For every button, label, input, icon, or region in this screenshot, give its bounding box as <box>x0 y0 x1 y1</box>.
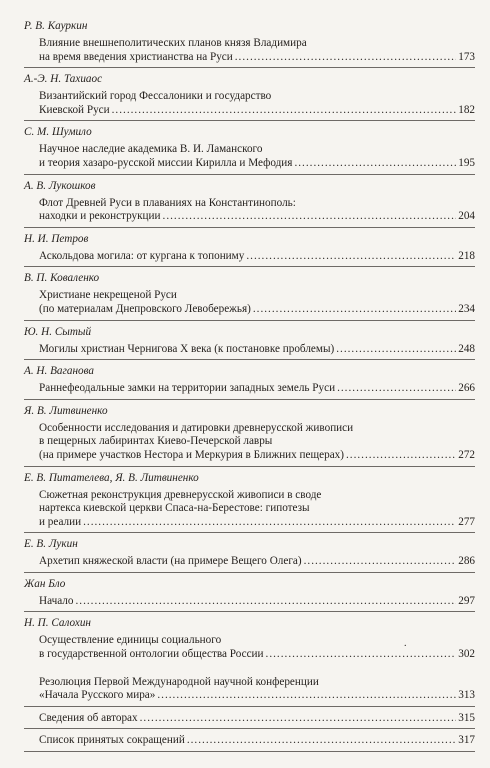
toc-entry-text <box>39 595 475 609</box>
toc-entry-author: А. В. Лукошков <box>24 179 96 192</box>
dot-leader <box>337 382 456 396</box>
toc-entry-text <box>39 343 475 357</box>
toc-entry <box>24 272 475 320</box>
toc-entry-title-line: Христиане некрещеной Руси <box>39 289 177 302</box>
toc-extra-entry <box>24 676 475 707</box>
toc-entry-text <box>39 143 475 170</box>
dot-leader <box>266 648 457 662</box>
toc-entry-last-line <box>39 648 475 662</box>
toc-extra-entry <box>24 734 475 752</box>
toc-entry <box>24 617 475 664</box>
toc-entry-author: Ю. Н. Сытый <box>24 325 92 338</box>
toc-entry-author: Р. В. Кауркин <box>24 20 88 32</box>
toc-entry-author: Е. В. Питателева, Я. В. Литвиненко <box>24 471 199 484</box>
page-number: 286 <box>458 555 475 568</box>
toc-entry <box>24 538 475 573</box>
dot-leader <box>246 250 456 264</box>
toc-entry-title-end: Архетип княжеской власти (на примере Вещего Олега) <box>39 555 302 568</box>
page-number: 204 <box>458 210 475 223</box>
toc-entry-text <box>39 676 475 703</box>
toc-entry-last-line <box>39 595 475 609</box>
toc-extra-entry <box>24 712 475 730</box>
toc-entry-title-line: нартекса киевской церкви Спаса-на-Берестове: гипотезы <box>39 502 310 515</box>
toc-entry-title-end: Список принятых сокращений <box>39 734 185 747</box>
dot-leader <box>157 689 456 703</box>
toc-entry-author: А. Н. Ваганова <box>24 365 95 378</box>
toc-entry-text <box>39 250 475 264</box>
page-number: 266 <box>458 382 475 395</box>
page-number: 297 <box>458 594 475 607</box>
toc-entry-title-line: в пещерных лабиринтах Киево-Печерской лавры <box>39 435 273 448</box>
dot-leader <box>253 303 456 317</box>
dot-leader <box>163 210 457 224</box>
toc-entry-last-line <box>39 210 475 224</box>
toc-entry-text <box>39 734 475 748</box>
toc-entry <box>24 126 475 174</box>
page-number: 195 <box>458 156 475 169</box>
toc-entry <box>24 233 475 268</box>
toc-entry-author: В. П. Коваленко <box>24 272 100 285</box>
toc-entry <box>24 180 475 228</box>
toc-entry-text <box>39 555 475 569</box>
toc-entry-title-end: Могилы христиан Чернигова X века (к постановке проблемы) <box>39 342 335 355</box>
toc-entry-title-line: Сюжетная реконструкция древнерусской живописи в своде <box>39 488 322 501</box>
dot-leader <box>336 343 456 357</box>
toc-entry-title-line: Научное наследие академика В. И. Ламанского <box>39 143 263 156</box>
page-number: 272 <box>458 448 475 461</box>
dot-leader <box>75 595 456 609</box>
toc-entry-last-line <box>39 104 475 118</box>
toc-entry-author: С. М. Шумило <box>24 126 92 139</box>
stray-dot-mark: . <box>404 638 407 649</box>
toc-entry <box>24 326 475 361</box>
toc-entry-text <box>39 382 475 396</box>
toc-entry-last-line <box>39 712 475 726</box>
toc-entry <box>24 405 475 467</box>
toc-entry-title-line: Византийский город Фессалоники и государство <box>39 90 272 103</box>
page-number: 173 <box>458 50 475 63</box>
toc-entry-title-end: Раннефеодальные замки на территории западных земель Руси <box>39 382 336 395</box>
toc-entry-title-line: Особенности исследования и датировки древнерусской живописи <box>39 421 354 434</box>
toc-entry-title-end: и теория хазаро-русской миссии Кирилла и Мефодия <box>39 156 293 169</box>
toc-entry-last-line <box>39 303 475 317</box>
toc-entry-last-line <box>39 343 475 357</box>
dot-leader <box>83 516 456 530</box>
toc-entry-last-line <box>39 51 475 65</box>
dot-leader <box>294 157 456 171</box>
toc-entry-text <box>39 712 475 726</box>
dot-leader <box>235 51 456 65</box>
toc-entry-text <box>39 289 475 316</box>
toc-entry <box>24 20 475 68</box>
toc-entry-text <box>39 197 475 224</box>
dot-leader <box>346 449 456 463</box>
toc-entry-text <box>39 489 475 530</box>
toc-entry-title-end: Аскольдова могила: от кургана к топониму <box>39 249 245 262</box>
toc-entry-title-end: Начало <box>39 594 74 607</box>
dot-leader <box>304 555 457 569</box>
toc-entry-last-line <box>39 250 475 264</box>
toc-entry-last-line <box>39 382 475 396</box>
page-number: 182 <box>458 103 475 116</box>
toc-entry-title-line: Влияние внешнеполитических планов князя Владимира <box>39 37 307 49</box>
toc-entry-author: А.-Э. Н. Тахиаос <box>24 73 103 86</box>
toc-entry-title-end: Киевской Руси <box>39 103 110 116</box>
toc-entry-last-line <box>39 555 475 569</box>
page-number: 234 <box>458 302 475 315</box>
page-number: 313 <box>458 689 475 702</box>
toc-entry <box>24 73 475 121</box>
toc-entry-text <box>39 634 475 661</box>
page-number: 218 <box>458 249 475 262</box>
toc-entry-title-line: Осуществление единицы социального <box>39 634 222 647</box>
toc-entry-text <box>39 37 475 64</box>
table-of-contents <box>24 20 475 757</box>
toc-entry-text <box>39 422 475 463</box>
page-number: 317 <box>458 734 475 747</box>
toc-entry-author: Я. В. Литвиненко <box>24 404 108 417</box>
toc-entry-title-end: находки и реконструкции <box>39 210 161 223</box>
page-number: 315 <box>458 711 475 724</box>
toc-entry <box>24 472 475 534</box>
toc-entry-title-end: и реалии <box>39 515 82 528</box>
toc-entry-title-line: Резолюция Первой Международной научной конференции <box>39 675 319 688</box>
toc-entry-last-line <box>39 734 475 748</box>
toc-entry-title-line: Флот Древней Руси в плаваниях на Константинополь: <box>39 196 296 209</box>
toc-entry <box>24 365 475 400</box>
page-number: 302 <box>458 648 475 661</box>
toc-entry-author: Н. И. Петров <box>24 232 89 245</box>
toc-entry-author: Н. П. Салохин <box>24 617 91 630</box>
page-number: 277 <box>458 515 475 528</box>
page-number: 248 <box>458 342 475 355</box>
toc-entry-title-end: «Начала Русского мира» <box>39 689 156 702</box>
toc-entry-last-line <box>39 689 475 703</box>
toc-entry-title-end: в государственной онтологии общества России <box>39 648 264 661</box>
toc-entry-last-line <box>39 516 475 530</box>
dot-leader <box>140 712 457 726</box>
toc-entry-title-end: (по материалам Днепровского Левобережья) <box>39 302 251 315</box>
dot-leader <box>187 734 456 748</box>
toc-entry-last-line <box>39 449 475 463</box>
toc-entry-title-end: на время введения христианства на Руси <box>39 50 233 63</box>
dot-leader <box>112 104 457 118</box>
toc-entry-text <box>39 90 475 117</box>
toc-entry <box>24 578 475 613</box>
toc-entry-last-line <box>39 157 475 171</box>
toc-entry-author: Е. В. Лукин <box>24 538 78 551</box>
toc-entry-title-end: (на примере участков Нестора и Меркурия в Ближних пещерах) <box>39 448 344 461</box>
toc-entry-author: Жан Бло <box>24 577 66 590</box>
toc-entry-title-end: Сведения об авторах <box>39 711 138 724</box>
